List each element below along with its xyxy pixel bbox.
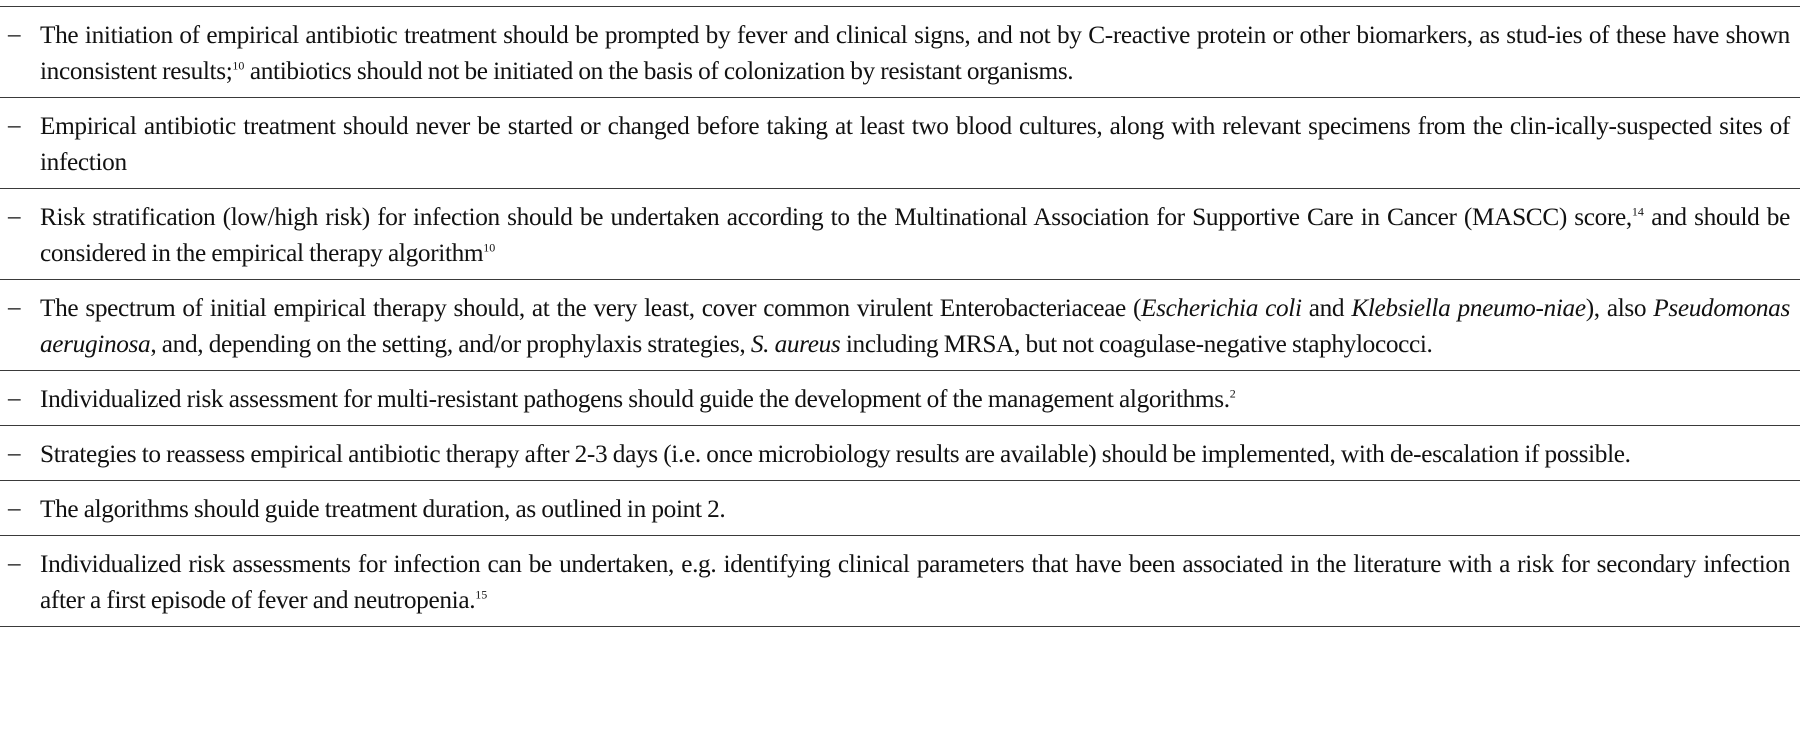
- text-run: including MRSA, but not coagulase-negative staphylococci.: [840, 330, 1433, 358]
- bullet-dash: –: [8, 294, 21, 321]
- text-run: and should be considered in the empirical therapy algorithm: [40, 203, 1790, 267]
- list-item-text: [40, 17, 1790, 89]
- bullet-dash: –: [8, 385, 21, 412]
- bullet-dash: –: [8, 203, 21, 230]
- list-item: [0, 481, 1800, 536]
- citation-superscript: 15: [475, 587, 488, 602]
- list-item-text: [40, 436, 1790, 472]
- recommendation-list: [0, 6, 1800, 627]
- bullet-dash: –: [8, 21, 21, 48]
- text-run: and: [1301, 294, 1352, 322]
- list-item: [0, 371, 1800, 426]
- text-run: The initiation of empirical antibiotic treatment should be prompted by fever and clinical signs, and not by C-reactive protein or other biomarkers, as stud-ies of these have shown inconsistent results;: [40, 21, 1790, 85]
- text-run: The algorithms should guide treatment duration, as outlined in point 2.: [40, 495, 726, 523]
- bullet-dash: –: [8, 495, 21, 522]
- citation-superscript: 2: [1229, 386, 1236, 401]
- list-item: [0, 98, 1800, 189]
- list-item: [0, 280, 1800, 371]
- text-run: Individualized risk assessment for multi-resistant pathogens should guide the development of the management algorithms.: [40, 385, 1230, 413]
- list-item-text: [40, 108, 1790, 180]
- bullet-dash: –: [8, 112, 21, 139]
- text-run: , and, depending on the setting, and/or prophylaxis strategies,: [150, 330, 751, 358]
- list-item-text: [40, 491, 1790, 527]
- citation-superscript: 14: [1631, 204, 1644, 219]
- list-item: [0, 189, 1800, 280]
- list-item-text: [40, 546, 1790, 618]
- citation-superscript: 10: [483, 240, 496, 255]
- text-run: ), also: [1585, 294, 1654, 322]
- list-item-text: [40, 381, 1790, 417]
- text-run: Empirical antibiotic treatment should never be started or changed before taking at least two blood cultures, along with relevant specimens from the clin-ically-suspected sites of infection: [40, 112, 1790, 176]
- italic-species-name: Klebsiella pneumo-niae: [1351, 294, 1586, 322]
- list-item-text: [40, 290, 1790, 362]
- italic-species-name: Escherichia coli: [1141, 294, 1302, 322]
- list-item: [0, 7, 1800, 98]
- text-run: Strategies to reassess empirical antibiotic therapy after 2-3 days (i.e. once microbiology results are available) should be implemented, with de-escalation if possible.: [40, 440, 1631, 468]
- text-run: antibiotics should not be initiated on the basis of colonization by resistant organisms.: [244, 57, 1074, 85]
- italic-species-name: S. aureus: [750, 330, 841, 358]
- bullet-dash: –: [8, 440, 21, 467]
- text-run: The spectrum of initial empirical therapy should, at the very least, cover common virulent Enterobacteriaceae (: [40, 294, 1142, 322]
- italic-species-name: Pseudomonas aeruginosa: [40, 294, 1790, 358]
- list-item-text: [40, 199, 1790, 271]
- list-item: [0, 426, 1800, 481]
- list-item: [0, 536, 1800, 627]
- bullet-dash: –: [8, 550, 21, 577]
- text-run: Individualized risk assessments for infection can be undertaken, e.g. identifying clinical parameters that have been associated in the literature with a risk for secondary infection after a first episode of fever and neutropenia.: [40, 550, 1790, 614]
- text-run: Risk stratification (low/high risk) for infection should be undertaken according to the Multinational Association for Supportive Care in Cancer (MASCC) score,: [40, 203, 1632, 231]
- citation-superscript: 10: [232, 58, 245, 73]
